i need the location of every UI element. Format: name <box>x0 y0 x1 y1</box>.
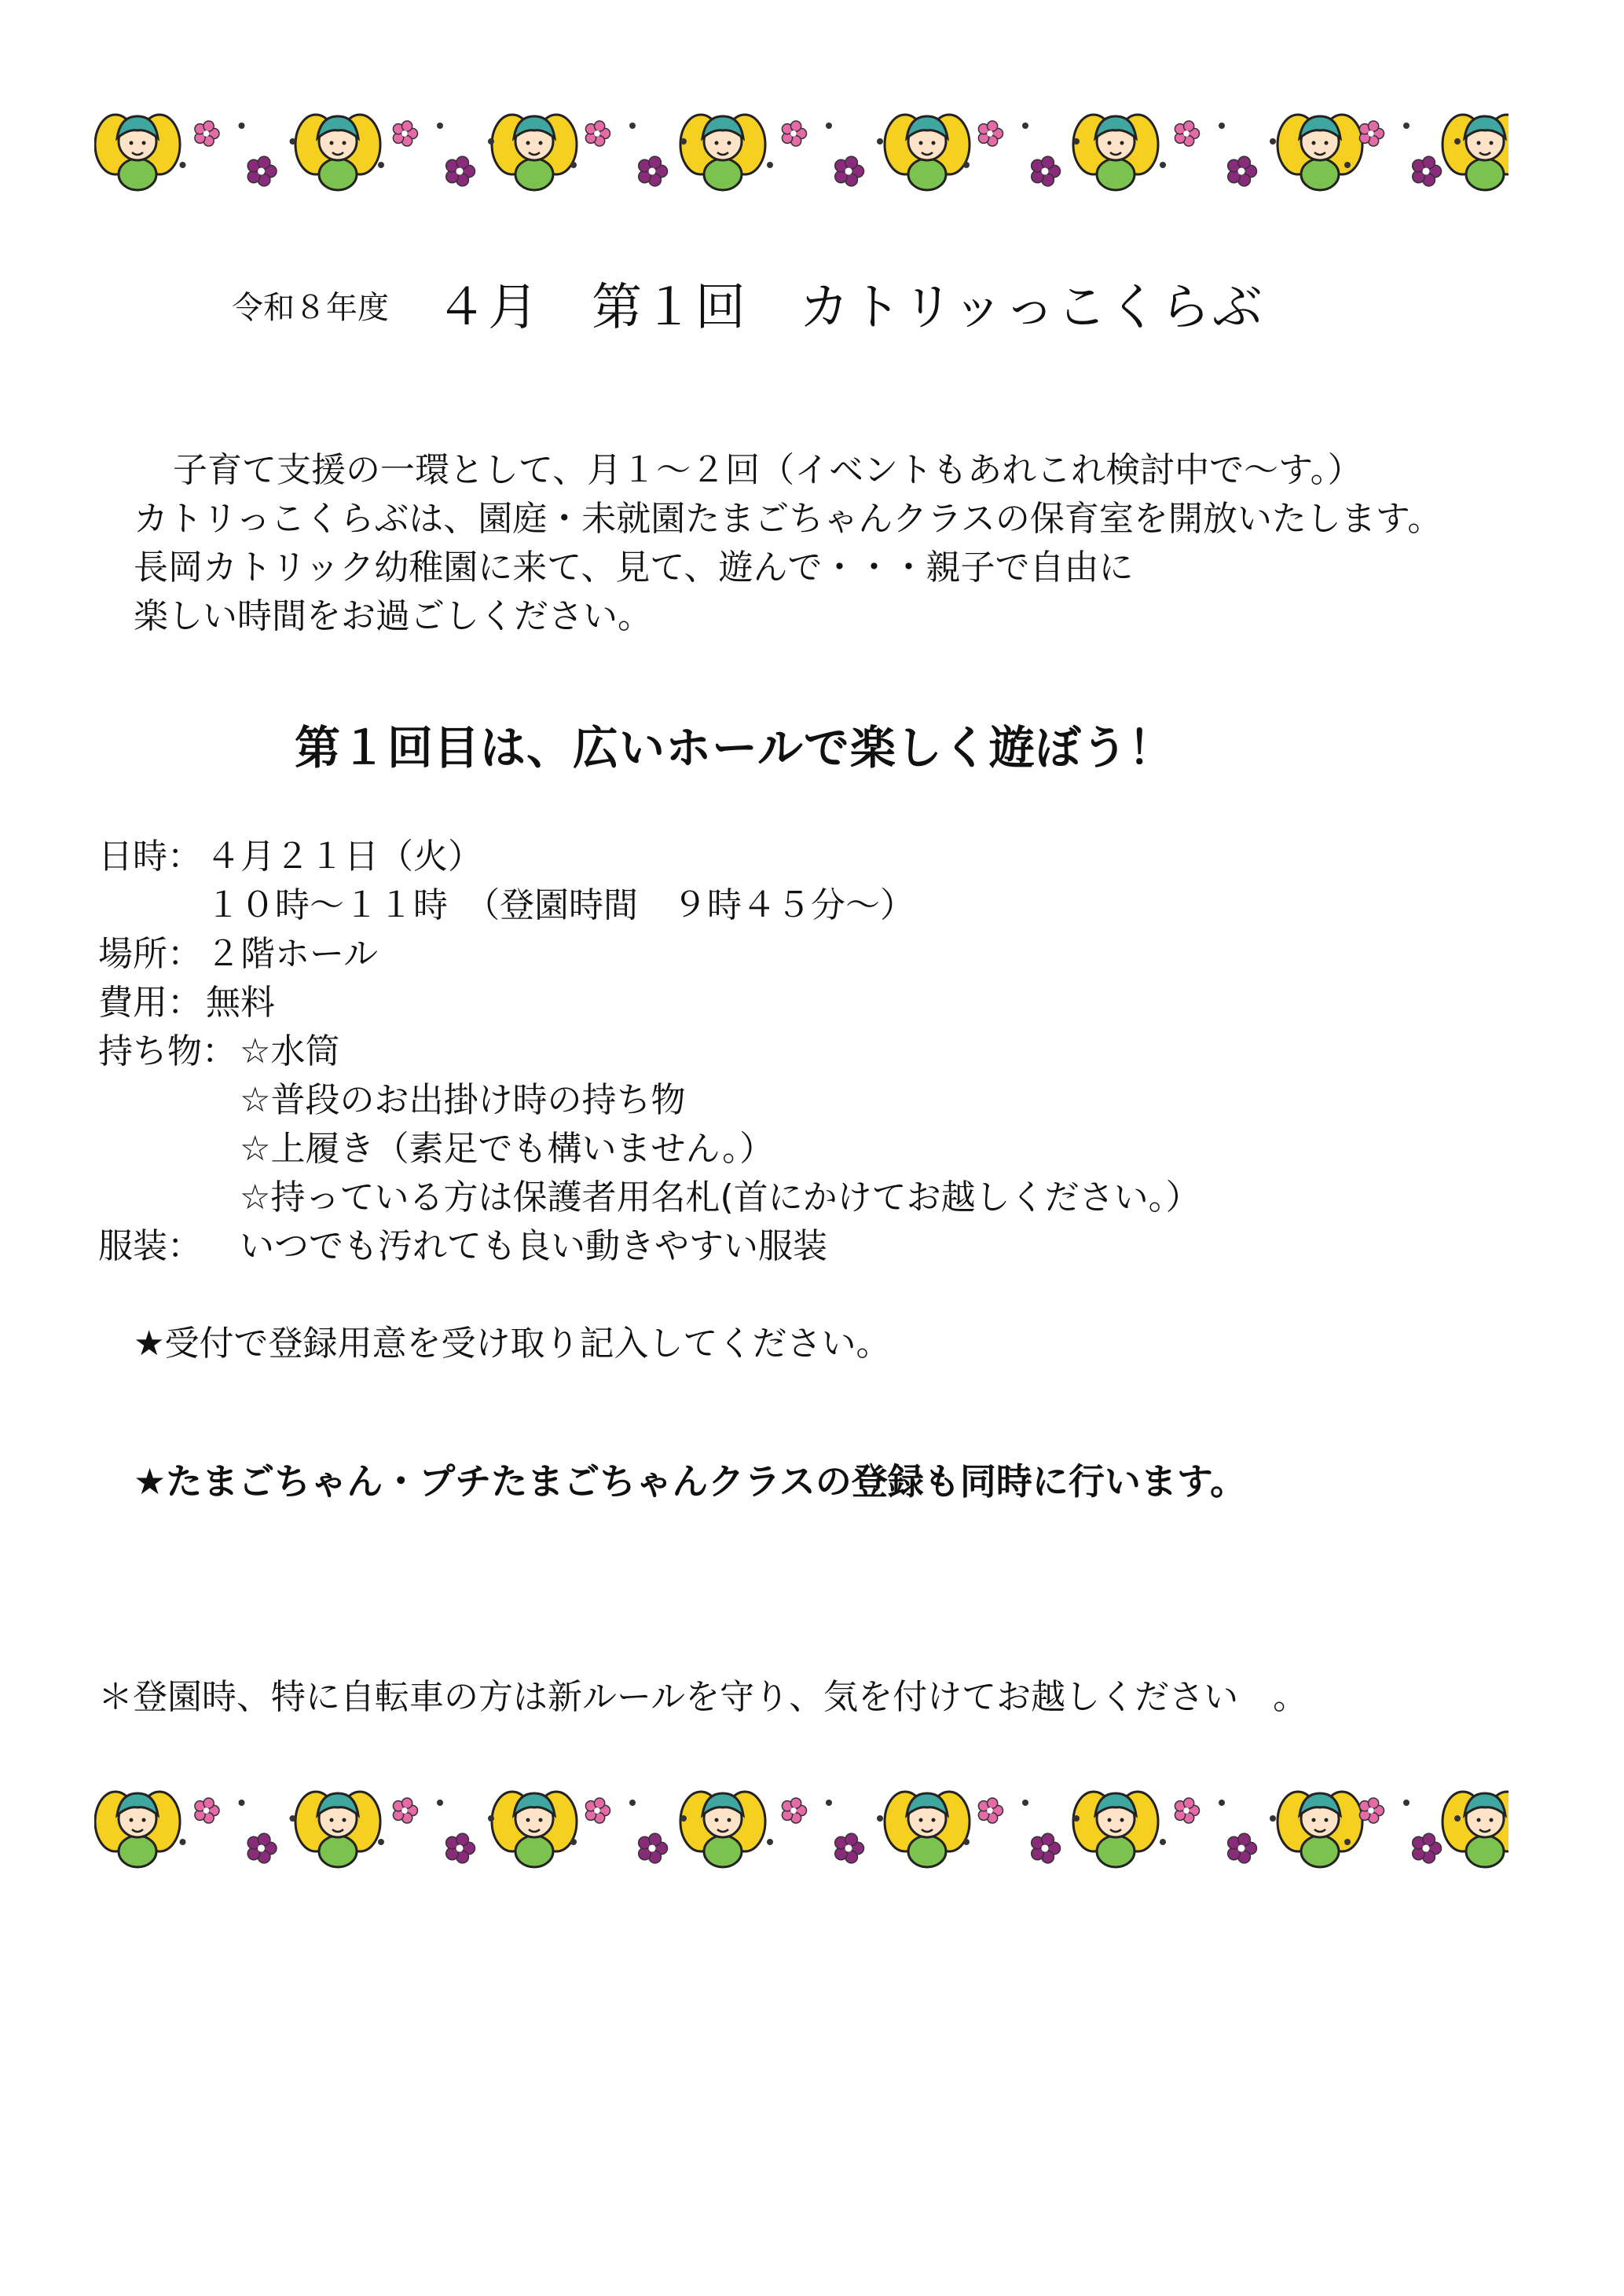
fairy-icon <box>885 115 970 190</box>
intro-line-1: 子育て支援の一環として、月１～２回（イベントもあれこれ検討中で～す。） <box>173 450 1362 490</box>
dot-icon <box>1022 1800 1028 1806</box>
flower-icon <box>782 1798 806 1823</box>
dot-icon <box>680 1815 687 1822</box>
fairy-icon <box>95 1792 180 1867</box>
flower-icon <box>1359 121 1384 146</box>
fairy-flower-border-bottom <box>94 1779 1509 1881</box>
dot-icon <box>239 1800 245 1806</box>
dot-icon <box>378 162 384 168</box>
dot-icon <box>877 138 883 145</box>
dot-icon <box>290 138 296 145</box>
dot-icon <box>1073 138 1080 145</box>
dot-icon <box>1344 162 1351 168</box>
flower-icon <box>978 121 1003 146</box>
bicycle-note: ＊登園時、特に自転車の方は新ルールを守り、気を付けてお越しください 。 <box>98 1677 1308 1717</box>
items-label: 持ち物： <box>98 1031 236 1071</box>
fairy-icon <box>492 115 577 190</box>
flower-icon <box>782 121 806 146</box>
time-value: １０時～１１時 （登園時間 ９時４５分～） <box>206 885 915 925</box>
fairy-icon <box>1443 115 1509 190</box>
dot-icon <box>1403 123 1410 129</box>
fairy-icon <box>492 1792 577 1867</box>
fee-label: 費用： <box>98 983 202 1023</box>
flower-icon <box>835 1833 864 1863</box>
item-everyday-belongings: ☆普段のお出掛け時の持ち物 <box>240 1080 686 1120</box>
dot-icon <box>1022 123 1028 129</box>
flower-icon <box>978 1798 1003 1823</box>
dot-icon <box>767 1839 773 1845</box>
flower-icon <box>835 156 864 186</box>
dot-icon <box>963 162 970 168</box>
top-decorative-border <box>94 102 1509 204</box>
dot-icon <box>488 1815 494 1822</box>
fairy-icon <box>1073 115 1158 190</box>
fairy-icon <box>295 1792 380 1867</box>
place-label: 場所： <box>98 934 202 974</box>
dot-icon <box>629 1800 636 1806</box>
flower-icon <box>1032 156 1061 186</box>
dot-icon <box>180 1839 186 1845</box>
dot-icon <box>1454 138 1461 145</box>
intro-line-2: カトリっこくらぶは、園庭・未就園たまごちゃんクラスの保育室を開放いたします。 <box>134 499 1443 539</box>
dot-icon <box>629 123 636 129</box>
fairy-icon <box>680 1792 765 1867</box>
flower-icon <box>639 156 668 186</box>
dot-icon <box>826 1800 832 1806</box>
dot-icon <box>437 1800 443 1806</box>
registration-note: ★たまごちゃん・プチたまごちゃんクラスの登録も同時に行います。 <box>134 1460 1247 1503</box>
dot-icon <box>488 138 494 145</box>
flower-icon <box>1413 1833 1442 1863</box>
flower-icon <box>1228 156 1257 186</box>
date-value: ４月２１日（火） <box>206 837 482 877</box>
dot-icon <box>1403 1800 1410 1806</box>
dot-icon <box>767 162 773 168</box>
dot-icon <box>1160 162 1166 168</box>
dot-icon <box>680 138 687 145</box>
dot-icon <box>826 123 832 129</box>
dot-icon <box>1454 1815 1461 1822</box>
dot-icon <box>1344 1839 1351 1845</box>
date-label: 日時： <box>98 837 202 877</box>
dot-icon <box>1270 1815 1276 1822</box>
fairy-flower-border-top <box>94 102 1509 204</box>
flower-icon <box>195 1798 219 1823</box>
item-name-tag: ☆持っている方は保護者用名札(首にかけてお越しください。） <box>240 1177 1201 1218</box>
dot-icon <box>180 162 186 168</box>
item-water-bottle: ☆水筒 <box>240 1031 340 1071</box>
event-headline: 第１回目は、広いホールで楽しく遊ぼう！ <box>295 721 1175 774</box>
place-value: ２階ホール <box>206 934 379 974</box>
dot-icon <box>877 1815 883 1822</box>
fairy-icon <box>95 115 180 190</box>
dot-icon <box>1219 1800 1225 1806</box>
intro-line-4: 楽しい時間をお過ごしください。 <box>134 596 652 636</box>
dress-value: いつでも汚れても良い動きやすい服装 <box>240 1226 827 1266</box>
flower-icon <box>247 156 277 186</box>
flower-icon <box>1175 1798 1199 1823</box>
dot-icon <box>570 162 577 168</box>
flower-icon <box>1359 1798 1384 1823</box>
flower-icon <box>1228 1833 1257 1863</box>
dot-icon <box>239 123 245 129</box>
flower-icon <box>446 156 475 186</box>
dress-label: 服装： <box>98 1226 202 1266</box>
item-indoor-shoes: ☆上履き（素足でも構いません。） <box>240 1129 775 1169</box>
fee-value: 無料 <box>206 983 275 1023</box>
flower-icon <box>585 1798 610 1823</box>
flower-icon <box>446 1833 475 1863</box>
dot-icon <box>570 1839 577 1845</box>
fairy-icon <box>680 115 765 190</box>
dot-icon <box>378 1839 384 1845</box>
fairy-icon <box>1443 1792 1509 1867</box>
intro-line-3: 長岡カトリック幼稚園に来て、見て、遊んで・・・親子で自由に <box>134 547 1134 588</box>
fairy-icon <box>885 1792 970 1867</box>
flower-icon <box>639 1833 668 1863</box>
fairy-icon <box>1278 115 1362 190</box>
bottom-decorative-border <box>94 1779 1509 1881</box>
fairy-icon <box>1073 1792 1158 1867</box>
flower-icon <box>1175 121 1199 146</box>
dot-icon <box>1219 123 1225 129</box>
dot-icon <box>290 1815 296 1822</box>
flower-icon <box>195 121 219 146</box>
dot-icon <box>1160 1839 1166 1845</box>
fiscal-year-label: 令和８年度 <box>232 290 389 326</box>
flower-icon <box>393 1798 417 1823</box>
dot-icon <box>437 123 443 129</box>
flower-icon <box>393 121 417 146</box>
flower-icon <box>247 1833 277 1863</box>
flower-icon <box>1032 1833 1061 1863</box>
flower-icon <box>1413 156 1442 186</box>
page-title: ４月 第１回 カトリッっこくらぶ <box>436 279 1264 337</box>
fairy-icon <box>295 115 380 190</box>
fairy-icon <box>1278 1792 1362 1867</box>
dot-icon <box>1270 138 1276 145</box>
dot-icon <box>963 1839 970 1845</box>
reception-note: ★受付で登録用意を受け取り記入してください。 <box>134 1324 891 1364</box>
dot-icon <box>1073 1815 1080 1822</box>
flower-icon <box>585 121 610 146</box>
